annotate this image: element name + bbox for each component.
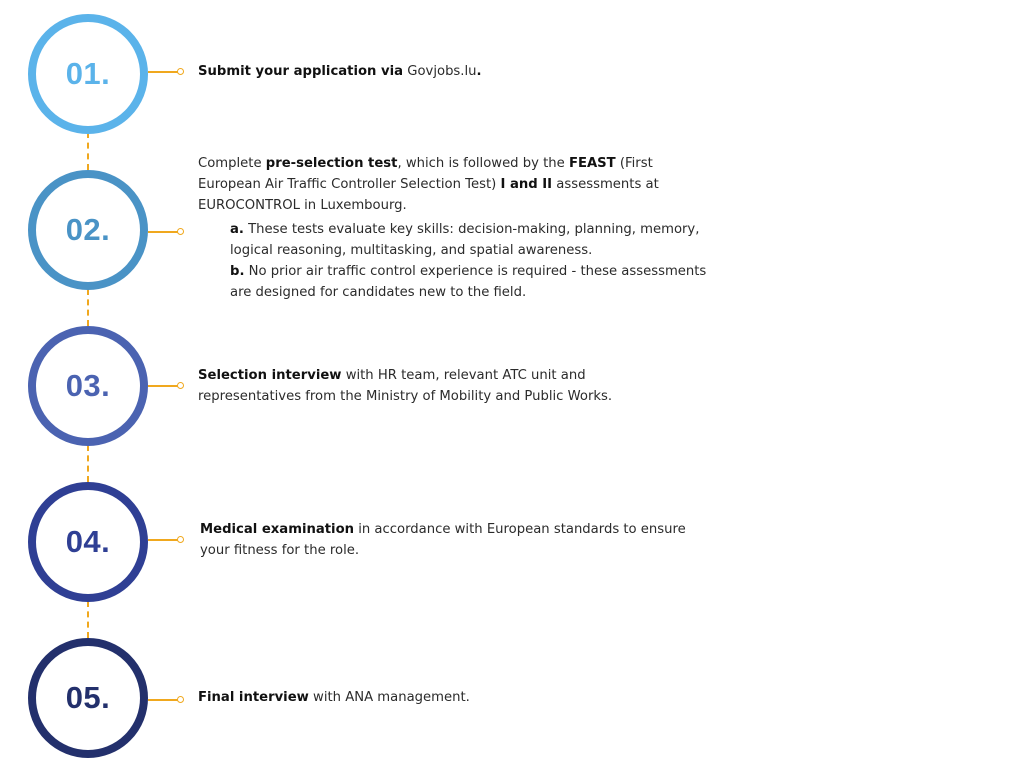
step-2-text-part: , which is followed by the [397, 156, 569, 171]
step-1-circle [28, 14, 148, 134]
step-3-text-part: with HR team, relevant ATC unit and representatives from the Ministry of Mobility and Public Works. [198, 368, 613, 404]
step-2-paragraph [198, 153, 708, 216]
step-5-circle [28, 638, 148, 758]
step-4-text-part: in accordance with European standards to ensure your fitness for the role. [200, 522, 686, 558]
step-2-connector-line [148, 231, 178, 233]
step-4-circle [28, 482, 148, 602]
step-1-bold: Submit your application via [198, 64, 404, 79]
step-4-connector-line [148, 539, 178, 541]
step-4-text [200, 519, 690, 561]
step-3-connector-dot [177, 382, 184, 389]
step-5-bold: Final interview [198, 690, 309, 705]
step-5-number: 05. [65, 680, 111, 715]
step-1-period: . [476, 64, 482, 79]
step-3-circle [28, 326, 148, 446]
step-2-bold-pre-selection: pre-selection test [265, 156, 398, 171]
step-4-bold: Medical examination [200, 522, 355, 537]
step-5-text-part: with ANA management. [308, 690, 470, 705]
step-2-bold-i-ii: I and II [500, 177, 553, 192]
step-3-text [198, 365, 638, 407]
step-3-number: 03. [65, 368, 111, 403]
step-5-text [198, 687, 708, 708]
step-2-bold-feast: FEAST [568, 156, 616, 171]
step-1-number: 01. [65, 56, 111, 91]
step-4-connector-dot [177, 536, 184, 543]
connector-1-2 [87, 132, 89, 170]
subitem-a-text: These tests evaluate key skills: decision-making, planning, memory, logical reasoning, multitasking, and spatial awareness. [230, 222, 700, 258]
connector-4-5 [87, 601, 89, 638]
step-1-connector-line [148, 71, 178, 73]
step-4-number: 04. [65, 524, 111, 559]
step-2-subitem-b [198, 261, 708, 303]
step-2-subitem-a [198, 216, 708, 261]
step-1-link-text: Govjobs.lu [403, 64, 477, 79]
step-2-circle [28, 170, 148, 290]
step-2-text [198, 153, 708, 303]
step-1-text [198, 61, 708, 82]
step-2-text-part: assessments at EUROCONTROL in Luxembourg. [198, 177, 659, 213]
connector-2-3 [87, 289, 89, 326]
step-3-bold: Selection interview [198, 368, 342, 383]
step-2-number: 02. [65, 212, 111, 247]
subitem-b-text: No prior air traffic control experience is required - these assessments are designed for candidates new to the field. [230, 264, 707, 300]
subitem-a-label: a. [230, 222, 244, 237]
step-2-text-part: (First European Air Traffic Controller Selection Test) [198, 156, 653, 192]
step-5-connector-dot [177, 696, 184, 703]
subitem-b-label: b. [230, 264, 245, 279]
connector-3-4 [87, 445, 89, 482]
step-2-text-part: Complete [198, 156, 266, 171]
step-1-connector-dot [177, 68, 184, 75]
step-2-connector-dot [177, 228, 184, 235]
step-3-connector-line [148, 385, 178, 387]
step-5-connector-line [148, 699, 178, 701]
